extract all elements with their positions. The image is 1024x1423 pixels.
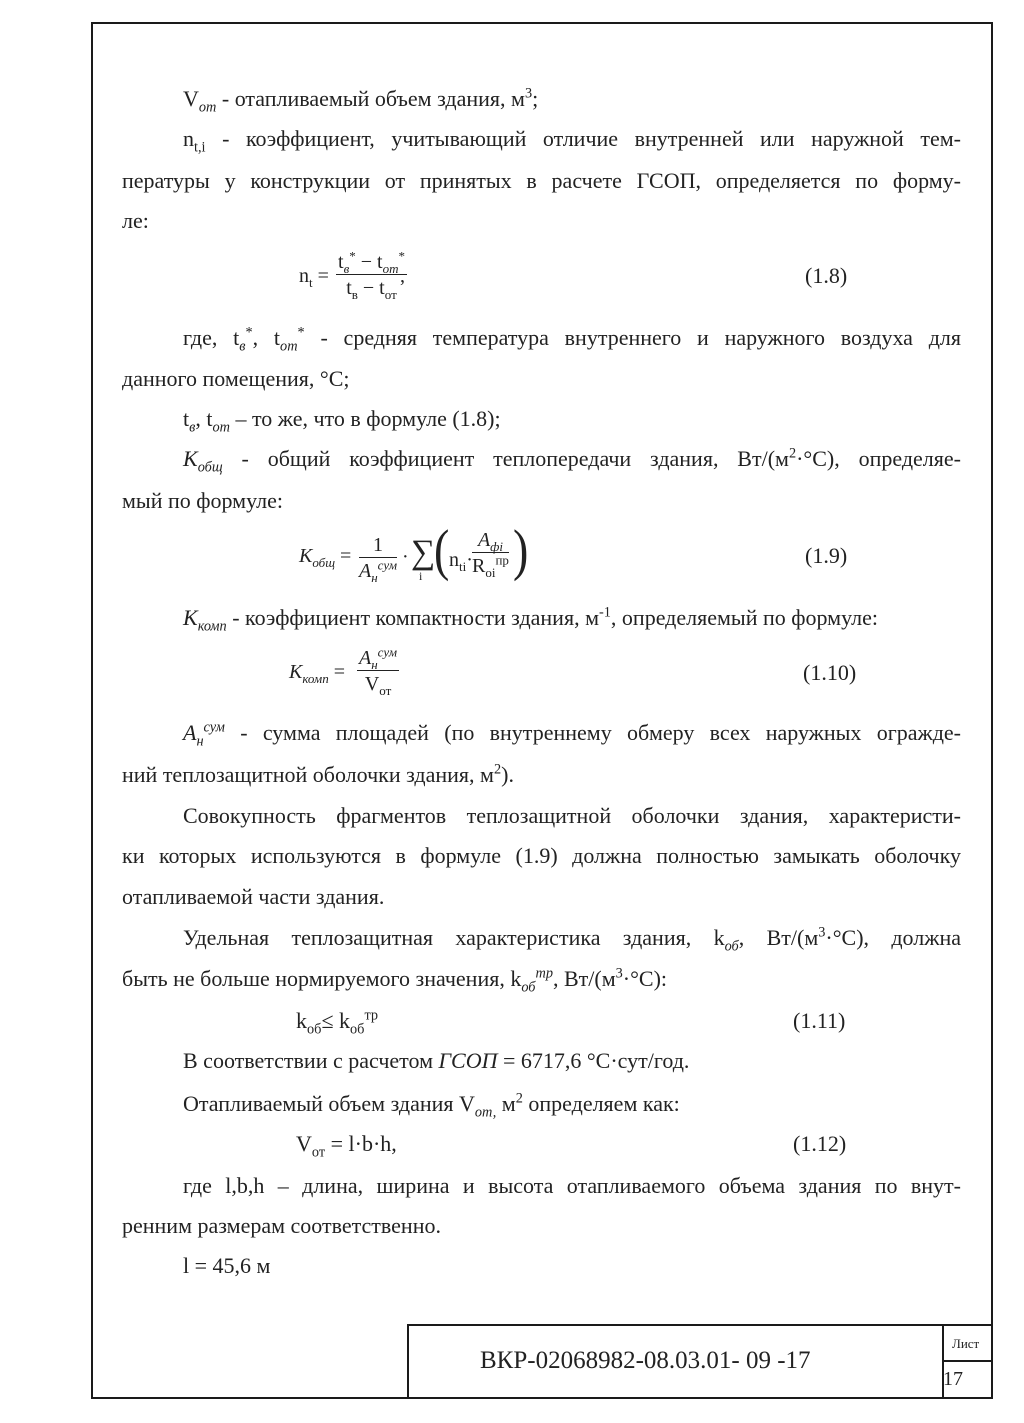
text-line: ле: (122, 208, 149, 233)
sheet-label: Лист (952, 1336, 980, 1351)
open-paren: ( (434, 517, 450, 582)
text-line: ки которых используются в формуле (1.9) должна полностью замыкать оболочку (122, 843, 961, 868)
text-line: быть не больше нормируемого значения, $k_{об}^{тр}$, $Вт/(м^3\cdot^\circ С)$: (122, 965, 668, 996)
formula-1-9-inner-fraction: $A_{фi}$ $R_{oi}^{пр}$ (472, 529, 509, 580)
text-line: где, $t_в^*$, $t_{от}^*$ - средняя температура внутреннего и наружного воздуха для (183, 324, 961, 355)
text-line: $V_{от}$ - отапливаемый объем здания, $м^3$; (183, 85, 539, 116)
equation-number: (1.12) (793, 1131, 847, 1156)
formula-1-10-lhs: $K_{комп}$ = (289, 661, 346, 686)
text-line: В соответствии с расчетом ГСОП = 6717,6 °С·сут/год. (183, 1048, 690, 1073)
formula-1-9-n: $n_{ti}\cdot$ (449, 549, 473, 574)
formula-1-8-comma: , (400, 265, 405, 287)
text-line: Отапливаемый объем здания $V_{от,}$ $м^2$ определяем как: (183, 1090, 680, 1121)
sum-index: i (419, 569, 423, 583)
formula-1-10-fraction: $A_н^{сум}$ $V_{от}$ (359, 644, 398, 698)
text-line: пературы у конструкции от принятых в расчете ГСОП, определяется по форму- (122, 168, 961, 193)
text-line: l = 45,6 м (183, 1253, 271, 1278)
text-line: данного помещения, °С; (122, 366, 350, 391)
text-line: $n_{t,i}$ - коэффициент, учитывающий отличие внутренней или наружной тем- (183, 126, 961, 156)
formula-1-12: $V_{от} = l\cdot b\cdot h$, (296, 1131, 397, 1161)
text-line: Удельная теплозащитная характеристика здания, $k_{об}$, $Вт/(м^3\cdot^\circ С)$, должна (183, 924, 961, 955)
equation-number: (1.11) (793, 1008, 846, 1033)
text-line: $K_{комп}$ - коэффициент компактности здания, $м^{-1}$, определяемый по формуле: (183, 604, 878, 635)
close-paren: ) (513, 517, 529, 582)
equation-number: (1.10) (803, 660, 857, 685)
formula-1-8-fraction: $t_в^* - t_{от}^*$ $t_в - t_{от}$ (338, 248, 405, 302)
title-block-divider (942, 1360, 993, 1362)
formula-1-9-fraction: 1 $A_н^{сум}$ (359, 534, 398, 585)
equation-number: (1.9) (805, 543, 848, 568)
text-line: $t_в$, $t_{от}$ – то же, что в формуле (1.8); (183, 406, 501, 436)
document-code: ВКР-02068982-08.03.01- 09 -17 (480, 1347, 811, 1374)
text-line: ний теплозащитной оболочки здания, $м^2$). (122, 761, 514, 787)
formula-1-11: $k_{об}\le k_{об}^{тр}$ (296, 1007, 379, 1038)
formula-1-9-lhs: $K_{общ}$ = (299, 545, 352, 570)
text-line: $K_{общ}$ - общий коэффициент теплопередачи здания, $Вт/(м^2\cdot^\circ С)$, определяе- (183, 445, 961, 476)
text-line: $A_н^{сум}$ - сумма площадей (по внутреннему обмеру всех наружных огражде- (183, 719, 961, 750)
formula-1-8-lhs: $n_t$ = (299, 265, 329, 290)
text-line: ренним размерам соответственно. (122, 1213, 441, 1238)
text-line: где l,b,h – длина, ширина и высота отапливаемого объема здания по внут- (183, 1173, 961, 1198)
equation-number: (1.8) (805, 263, 848, 288)
text-line: Совокупность фрагментов теплозащитной оболочки здания, характеристи- (183, 803, 961, 828)
sheet-number: 17 (943, 1368, 963, 1390)
formula-1-9-dot: · (402, 546, 409, 568)
sum-symbol: ∑ (411, 534, 436, 571)
text-line: мый по формуле: (122, 488, 283, 513)
text-line: отапливаемой части здания. (122, 884, 385, 909)
